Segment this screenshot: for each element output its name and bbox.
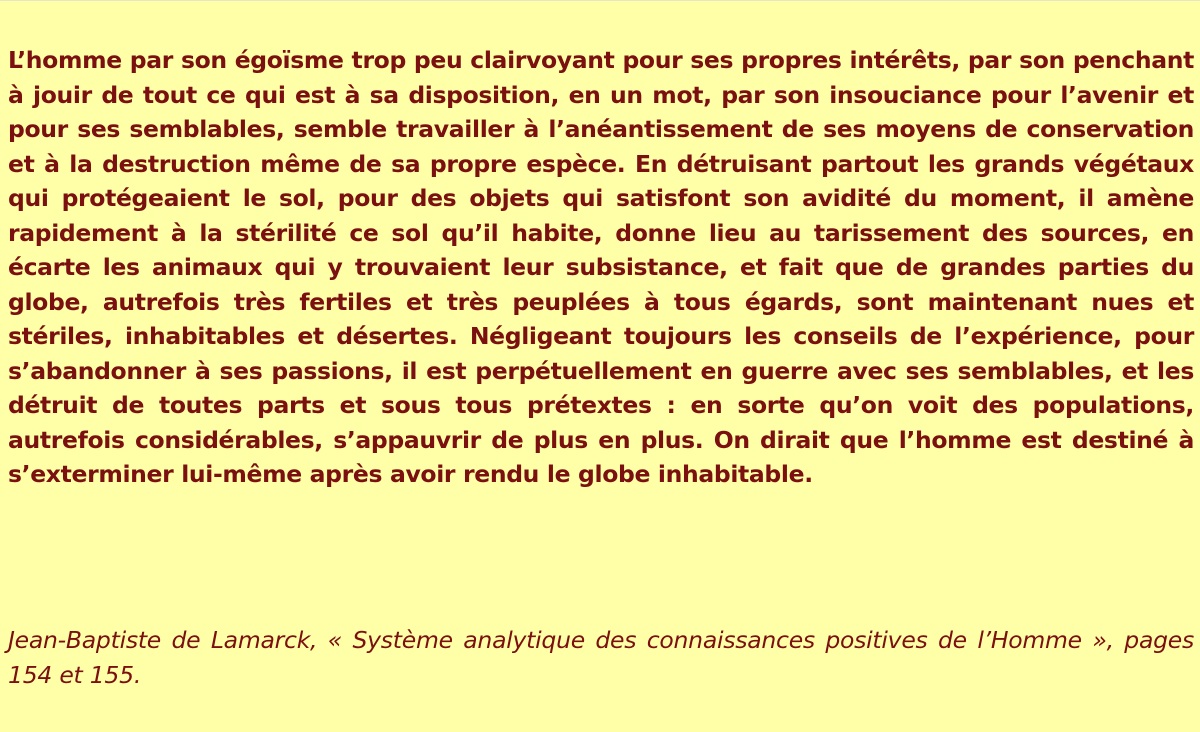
citation-text: Jean-Baptiste de Lamarck, « Système analytique des connaissances positives de l’Homme », pages 154 et 155. [8,626,1194,689]
quote-text: L’homme par son égoïsme trop peu clairvoyant pour ses propres intérêts, par son penchant à jouir de tout ce qui est à sa disposition, en un mot, par son insouciance pour l’avenir et pour ses semblables, semble travailler à l’anéantissement de ses moyens de conservation et à la destruction même de sa propre espèce. En détruisant partout les grands végétaux qui protégeaient le sol, pour des objets qui satisfont son avidité du moment, il amène rapidement à la stérilité ce sol qu’il habite, donne lieu au tarissement des sources, en écarte les animaux qui y trouvaient leur subsistance, et fait que de grandes parties du globe, autrefois très fertiles et très peuplées à tous égards, sont maintenant nues et stériles, inhabitables et désertes. Négligeant toujours les conseils de l’expérience, pour s’abandonner à ses passions, il est perpétuellement en guerre avec ses semblables, et les détruit de toutes parts et sous tous prétextes : en sorte qu’on voit des populations, autrefois considérables, s’appauvrir de plus en plus. On dirait que l’homme est destiné à s’exterminer lui-même après avoir rendu le globe inhabitable. [8,46,1194,488]
